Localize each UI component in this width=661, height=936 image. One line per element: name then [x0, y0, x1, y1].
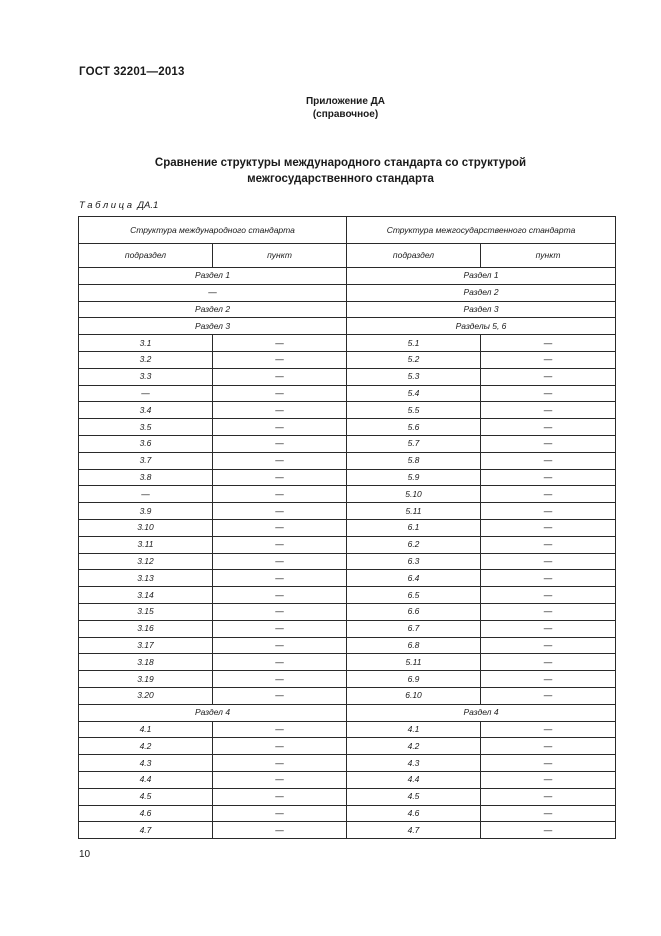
table-row: [79, 553, 616, 570]
table-row: [79, 419, 616, 436]
table-cell: —: [213, 805, 347, 822]
section-row: [79, 301, 616, 318]
table-cell: —: [481, 536, 616, 553]
table-cell: —: [213, 738, 347, 755]
section-title: [100, 156, 581, 187]
table-cell: 3.18: [79, 654, 213, 671]
table-cell: 6.3: [347, 553, 481, 570]
table-cell: 4.6: [79, 805, 213, 822]
table-cell: —: [213, 603, 347, 620]
table-cell: —: [481, 351, 616, 368]
table-cell: —: [213, 721, 347, 738]
table-cell: —: [213, 503, 347, 520]
table-row: [79, 687, 616, 704]
table-cell: 3.6: [79, 435, 213, 452]
table-row: [79, 620, 616, 637]
table-cell: —: [481, 687, 616, 704]
table-row: [79, 368, 616, 385]
table-cell: 4.2: [79, 738, 213, 755]
table-cell: 3.1: [79, 335, 213, 352]
table-row: [79, 788, 616, 805]
table-cell: 3.9: [79, 503, 213, 520]
table-cell: 3.13: [79, 570, 213, 587]
table-cell: 3.5: [79, 419, 213, 436]
section-row: [79, 268, 616, 285]
table-cell: 6.2: [347, 536, 481, 553]
table-cell: 5.2: [347, 351, 481, 368]
section-cell-right: Раздел 3: [347, 301, 616, 318]
table-cell: 6.10: [347, 687, 481, 704]
table-cell: 5.4: [347, 385, 481, 402]
table-cell: —: [481, 368, 616, 385]
table-row: [79, 536, 616, 553]
section-cell-right: Разделы 5, 6: [347, 318, 616, 335]
table-cell: —: [481, 553, 616, 570]
table-caption: [79, 200, 158, 211]
table-row: [79, 469, 616, 486]
table-cell: —: [213, 822, 347, 839]
table-row: [79, 637, 616, 654]
header-interstate-structure: Структура межгосударственного стандарта: [347, 217, 616, 244]
table-cell: —: [481, 419, 616, 436]
table-row: [79, 587, 616, 604]
section-title-line-1: Сравнение структуры международного стандарта со структурой: [154, 157, 527, 169]
table-cell: 5.11: [347, 503, 481, 520]
subheader-cell: подраздел: [79, 244, 213, 268]
table-row: [79, 402, 616, 419]
table-cell: 6.1: [347, 519, 481, 536]
table-cell: —: [79, 385, 213, 402]
table-cell: —: [481, 486, 616, 503]
annex-title: Приложение ДА: [305, 96, 386, 107]
table-subheader-row: [79, 244, 616, 268]
table-cell: —: [213, 368, 347, 385]
table-cell: —: [213, 452, 347, 469]
table-cell: 5.6: [347, 419, 481, 436]
table-cell: —: [213, 486, 347, 503]
section-cell-right: Раздел 1: [347, 268, 616, 285]
table-cell: 5.8: [347, 452, 481, 469]
table-cell: —: [213, 469, 347, 486]
table-cell: 5.11: [347, 654, 481, 671]
annex-heading: [0, 95, 661, 121]
table-cell: —: [481, 435, 616, 452]
table-row: [79, 452, 616, 469]
table-cell: —: [481, 738, 616, 755]
table-row: [79, 822, 616, 839]
table-cell: 3.11: [79, 536, 213, 553]
table-cell: —: [213, 687, 347, 704]
table-cell: 4.2: [347, 738, 481, 755]
section-row: [79, 704, 616, 721]
table-cell: 4.1: [347, 721, 481, 738]
table-cell: 5.1: [347, 335, 481, 352]
table-cell: 4.7: [347, 822, 481, 839]
table-row: [79, 385, 616, 402]
table-cell: 4.4: [79, 771, 213, 788]
table-cell: —: [213, 755, 347, 772]
table-cell: —: [213, 435, 347, 452]
table-cell: 3.16: [79, 620, 213, 637]
table-cell: —: [213, 519, 347, 536]
table-row: [79, 738, 616, 755]
table-cell: 3.12: [79, 553, 213, 570]
section-cell-left: Раздел 4: [79, 704, 347, 721]
table-cell: 5.5: [347, 402, 481, 419]
table-cell: 4.4: [347, 771, 481, 788]
table-cell: 3.14: [79, 587, 213, 604]
table-cell: 3.7: [79, 452, 213, 469]
section-cell-right: Раздел 4: [347, 704, 616, 721]
table-cell: —: [213, 771, 347, 788]
table-cell: 6.6: [347, 603, 481, 620]
table-cell: —: [481, 620, 616, 637]
table-row: [79, 519, 616, 536]
page-number: 10: [79, 849, 91, 860]
table-cell: —: [213, 587, 347, 604]
table-cell: 4.5: [347, 788, 481, 805]
table-cell: —: [213, 402, 347, 419]
table-cell: 6.8: [347, 637, 481, 654]
table-cell: —: [213, 335, 347, 352]
table-cell: —: [213, 553, 347, 570]
table-row: [79, 654, 616, 671]
table-cell: 6.7: [347, 620, 481, 637]
subheader-cell: пункт: [213, 244, 347, 268]
table-cell: 5.9: [347, 469, 481, 486]
table-row: [79, 721, 616, 738]
annex-subtitle: (справочное): [312, 109, 379, 120]
section-cell-left: —: [79, 284, 347, 301]
table-cell: —: [213, 671, 347, 688]
section-cell-left: Раздел 2: [79, 301, 347, 318]
subheader-cell: пункт: [481, 244, 616, 268]
table-cell: —: [481, 637, 616, 654]
section-row: [79, 284, 616, 301]
table-cell: —: [481, 587, 616, 604]
table-cell: —: [481, 822, 616, 839]
table-cell: 3.8: [79, 469, 213, 486]
table-caption-number: ДА.1: [137, 200, 159, 211]
section-title-line-2: межгосударственного стандарта: [247, 172, 434, 185]
table-cell: 4.3: [347, 755, 481, 772]
table-cell: —: [213, 788, 347, 805]
table-cell: 4.5: [79, 788, 213, 805]
table-cell: —: [481, 452, 616, 469]
header-international-structure: Структура международного стандарта: [79, 217, 347, 244]
table-cell: 6.9: [347, 671, 481, 688]
table-cell: —: [213, 654, 347, 671]
table-cell: —: [213, 351, 347, 368]
table-cell: —: [481, 654, 616, 671]
table-cell: 3.20: [79, 687, 213, 704]
table-cell: 5.3: [347, 368, 481, 385]
table-cell: —: [481, 503, 616, 520]
table-cell: 3.10: [79, 519, 213, 536]
table-cell: —: [481, 771, 616, 788]
table-cell: 4.3: [79, 755, 213, 772]
subheader-cell: подраздел: [347, 244, 481, 268]
table-cell: —: [481, 385, 616, 402]
table-cell: 3.19: [79, 671, 213, 688]
section-row: [79, 318, 616, 335]
table-cell: 4.1: [79, 721, 213, 738]
table-cell: —: [481, 671, 616, 688]
table-cell: —: [481, 603, 616, 620]
table-cell: 3.3: [79, 368, 213, 385]
table-cell: —: [481, 469, 616, 486]
table-cell: —: [481, 335, 616, 352]
table-cell: —: [213, 570, 347, 587]
table-cell: —: [481, 519, 616, 536]
table-row: [79, 805, 616, 822]
document-code: ГОСТ 32201—2013: [79, 66, 185, 78]
table-row: [79, 486, 616, 503]
table-cell: —: [213, 419, 347, 436]
table-row: [79, 771, 616, 788]
table-row: [79, 671, 616, 688]
comparison-table: [78, 216, 616, 839]
table-cell: —: [481, 788, 616, 805]
table-cell: —: [213, 620, 347, 637]
table-cell: 5.10: [347, 486, 481, 503]
table-row: [79, 335, 616, 352]
table-row: [79, 435, 616, 452]
table-row: [79, 603, 616, 620]
table-row: [79, 351, 616, 368]
table-cell: —: [79, 486, 213, 503]
table-cell: —: [213, 536, 347, 553]
table-cell: 3.17: [79, 637, 213, 654]
table-cell: —: [481, 721, 616, 738]
section-cell-right: Раздел 2: [347, 284, 616, 301]
table-cell: 3.4: [79, 402, 213, 419]
section-cell-left: Раздел 1: [79, 268, 347, 285]
section-cell-left: Раздел 3: [79, 318, 347, 335]
table-cell: —: [481, 805, 616, 822]
table-cell: 4.7: [79, 822, 213, 839]
table-cell: 5.7: [347, 435, 481, 452]
table-cell: —: [481, 570, 616, 587]
table-cell: —: [481, 755, 616, 772]
table-cell: —: [213, 385, 347, 402]
table-cell: 3.2: [79, 351, 213, 368]
table-cell: 3.15: [79, 603, 213, 620]
table-cell: 6.5: [347, 587, 481, 604]
table-cell: —: [481, 402, 616, 419]
table-cell: 4.6: [347, 805, 481, 822]
table-row: [79, 755, 616, 772]
table-cell: —: [213, 637, 347, 654]
table-header-row: [79, 217, 616, 244]
table-row: [79, 503, 616, 520]
table-cell: 6.4: [347, 570, 481, 587]
table-caption-label: Таблица: [79, 200, 135, 211]
table-row: [79, 570, 616, 587]
